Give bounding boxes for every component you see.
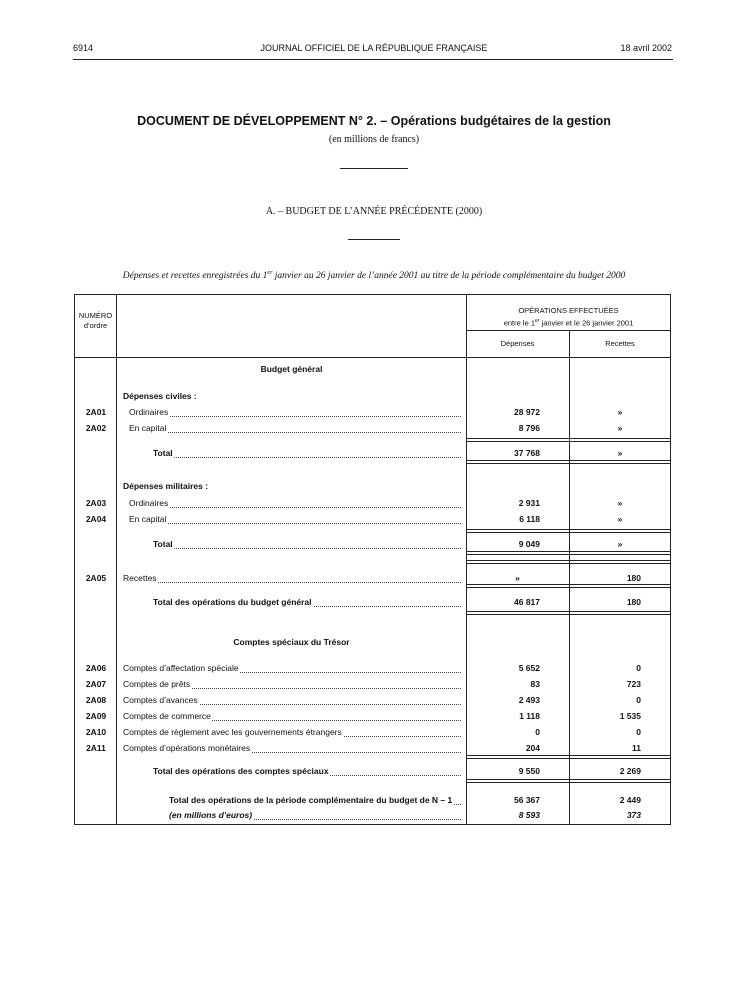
- leader-dots: [153, 457, 461, 458]
- publication-date: 18 avril 2002: [620, 43, 672, 53]
- column-header-depenses: Dépenses: [500, 339, 535, 348]
- column-header-numero: NUMÉRO d’ordre: [78, 311, 113, 330]
- leader-dots: [129, 507, 461, 508]
- row-code: 2A03: [85, 498, 107, 508]
- leader-dots: [123, 582, 461, 583]
- header-rule: [466, 330, 671, 331]
- row-label: Comptes de prêts: [123, 679, 191, 689]
- row-label: Dépenses militaires :: [123, 481, 209, 491]
- row-code: 2A02: [85, 423, 107, 433]
- row-label: Total des opérations de la période complémentaire du budget de N – 1: [169, 795, 453, 805]
- header-rule: [73, 59, 673, 60]
- divider: [340, 168, 408, 169]
- row-label: Comptes de commerce: [123, 711, 211, 721]
- section-budget-general: Budget général: [260, 364, 323, 374]
- cell-depenses: 8 796: [518, 423, 540, 433]
- cell-depenses: 83: [530, 679, 540, 689]
- total-rule: [569, 584, 671, 588]
- row-code: 2A11: [86, 743, 106, 753]
- cell-depenses: 5 652: [518, 663, 540, 673]
- row-label: Comptes de règlement avec les gouvernements étrangers: [123, 727, 342, 737]
- cell-depenses: 37 768: [514, 448, 540, 458]
- leader-dots: [129, 416, 461, 417]
- row-label: Comptes d’opérations monétaires: [123, 743, 251, 753]
- cell-recettes: 723: [626, 679, 641, 689]
- cell-depenses: 204: [525, 743, 540, 753]
- row-code: 2A04: [85, 514, 107, 524]
- total-rule: [569, 529, 671, 533]
- operations-table: [74, 294, 671, 825]
- cell-recettes: »: [617, 448, 623, 458]
- leader-dots: [153, 548, 461, 549]
- cell-recettes: 1 535: [619, 711, 641, 721]
- row-label: Total: [153, 448, 173, 458]
- row-label: Total: [153, 539, 173, 549]
- total-rule: [569, 460, 671, 464]
- row-label: (en millions d’euros): [169, 810, 253, 820]
- total-rule: [569, 438, 671, 442]
- column-header-recettes: Recettes: [605, 339, 635, 348]
- cell-recettes: 180: [626, 573, 641, 583]
- section-comptes-speciaux: Comptes spéciaux du Trésor: [233, 637, 350, 647]
- table-caption: Dépenses et recettes enregistrées du 1er janvier au 26 janvier de l’année 2001 au titre de la période complémentaire du budget 2000: [122, 270, 626, 282]
- total-rule: [569, 779, 671, 783]
- row-label: En capital: [129, 423, 167, 433]
- total-rule: [466, 560, 569, 564]
- cell-depenses: 28 972: [514, 407, 540, 417]
- total-rule: [466, 611, 569, 615]
- cell-recettes: »: [617, 423, 623, 433]
- row-code: 2A05: [85, 573, 107, 583]
- row-label: En capital: [129, 514, 167, 524]
- cell-recettes: »: [617, 498, 623, 508]
- cell-depenses: 9 550: [518, 766, 540, 776]
- cell-depenses: 8 593: [518, 810, 540, 820]
- document-title: DOCUMENT DE DÉVELOPPEMENT N° 2. – Opérations budgétaires de la gestion: [137, 114, 611, 128]
- cell-recettes: 11: [632, 743, 641, 753]
- cell-depenses: 46 817: [514, 597, 540, 607]
- cell-depenses: 56 367: [514, 795, 540, 805]
- total-rule: [466, 755, 569, 759]
- header-rule: [75, 357, 671, 358]
- total-rule: [569, 560, 671, 564]
- row-label: Ordinaires: [129, 407, 169, 417]
- row-label: Comptes d’affectation spéciale: [123, 663, 239, 673]
- cell-depenses: 9 049: [518, 539, 540, 549]
- row-label: Total des opérations du budget général: [153, 597, 312, 607]
- row-label: Dépenses civiles :: [123, 391, 197, 401]
- document-subtitle: (en millions de francs): [328, 134, 420, 145]
- leader-dots: [129, 432, 461, 433]
- divider: [348, 239, 400, 240]
- cell-recettes: 0: [636, 663, 641, 673]
- total-rule: [466, 529, 569, 533]
- row-code: 2A07: [85, 679, 107, 689]
- total-rule: [569, 755, 671, 759]
- row-label: Total des opérations des comptes spéciaux: [153, 766, 329, 776]
- row-code: 2A08: [85, 695, 107, 705]
- cell-recettes: »: [617, 514, 623, 524]
- cell-recettes: 0: [636, 727, 641, 737]
- column-header-operations: OPÉRATIONS EFFECTUÉES entre le 1er janvier et le 26 janvier 2001: [503, 306, 634, 328]
- section-title: A. – BUDGET DE L’ANNÉE PRÉCÉDENTE (2000): [265, 206, 483, 217]
- total-rule: [569, 551, 671, 555]
- row-code: 2A06: [85, 663, 107, 673]
- total-rule: [569, 611, 671, 615]
- total-rule: [466, 551, 569, 555]
- cell-depenses: 6 118: [519, 514, 540, 524]
- page-number: 6914: [73, 43, 94, 53]
- cell-recettes: 2 269: [619, 766, 641, 776]
- journal-title: JOURNAL OFFICIEL DE LA RÉPUBLIQUE FRANÇAISE: [260, 43, 488, 53]
- row-code: 2A10: [85, 727, 107, 737]
- total-rule: [466, 584, 569, 588]
- cell-recettes: 2 449: [619, 795, 641, 805]
- cell-recettes: »: [617, 539, 623, 549]
- total-rule: [466, 779, 569, 783]
- cell-depenses: 0: [535, 727, 540, 737]
- cell-depenses: 1 118: [519, 711, 540, 721]
- cell-depenses: 2 493: [518, 695, 540, 705]
- total-rule: [466, 438, 569, 442]
- cell-depenses: 2 931: [518, 498, 540, 508]
- row-label: Recettes: [123, 573, 157, 583]
- row-label: Ordinaires: [129, 498, 169, 508]
- cell-recettes: »: [617, 407, 623, 417]
- row-label: Comptes d’avances: [123, 695, 198, 705]
- row-code: 2A01: [85, 407, 107, 417]
- cell-depenses: »: [515, 573, 520, 583]
- cell-recettes: 0: [636, 695, 641, 705]
- total-rule: [466, 460, 569, 464]
- cell-recettes: 180: [626, 597, 641, 607]
- row-code: 2A09: [85, 711, 107, 721]
- leader-dots: [129, 523, 461, 524]
- cell-recettes: 373: [626, 810, 641, 820]
